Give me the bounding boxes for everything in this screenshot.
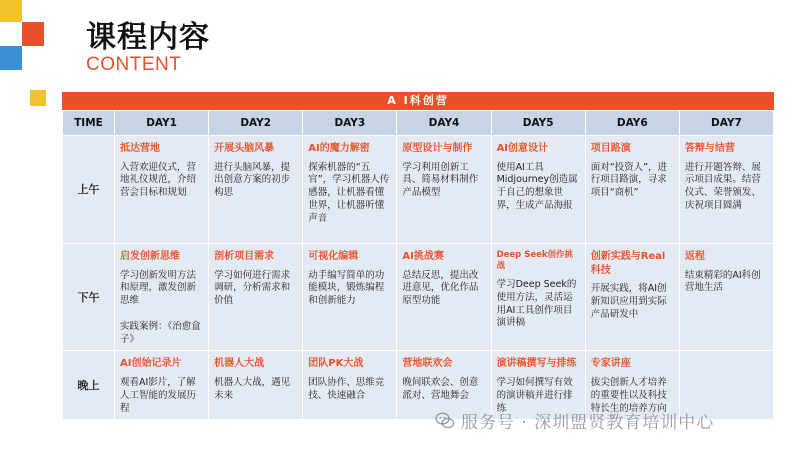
activity-desc: 拔尖创新人才培养的重要性以及科技特长生的培养方向 [590, 376, 667, 414]
activity-cell [679, 244, 773, 351]
activity-title: AI的魔力解密 [308, 143, 370, 154]
activity-cell [303, 244, 397, 351]
activity-title: 开展头脑风暴 [214, 143, 275, 154]
activity-title: 专家讲座 [590, 358, 631, 370]
activity-cell [397, 244, 491, 351]
activity-cell [115, 136, 209, 244]
activity-cell [491, 136, 585, 244]
header-day2: DAY2 [209, 111, 303, 136]
header-row [63, 111, 774, 136]
activity-cell [303, 136, 397, 244]
activity-cell [115, 244, 209, 351]
activity-cell [679, 136, 773, 244]
activity-desc: 观看AI影片，了解人工智能的发展历程 [120, 376, 197, 414]
activity-title: 演讲稿撰写与排练 [496, 358, 577, 370]
activity-cell [209, 136, 303, 244]
page-title: 课程内容 [86, 20, 210, 55]
activity-title: AI创始记录片 [120, 358, 182, 370]
activity-desc: 总结反思，提出改进意见，优化作品原型功能 [402, 269, 479, 307]
activity-title: 返程 [684, 251, 705, 262]
activity-desc: 学习如何撰写有效的演讲稿并进行排练 [496, 376, 573, 414]
table-banner: A I科创营 [62, 92, 774, 110]
decor-square-yellow [0, 0, 22, 22]
table-row [63, 244, 774, 351]
header-day3: DAY3 [303, 111, 397, 136]
decor-square-yellow-small [30, 90, 46, 106]
watermark-text: 服务号 · 深圳盟贤教育培训中心 [461, 413, 715, 433]
activity-title: 团队PK大战 [308, 358, 364, 370]
activity-cell [115, 351, 209, 420]
header-day1: DAY1 [115, 111, 209, 136]
header-day6: DAY6 [585, 111, 679, 136]
activity-cell [397, 136, 491, 244]
time-label-evening: 晚上 [63, 351, 115, 420]
decor-square-orange [22, 22, 44, 46]
activity-title: 项目路演 [590, 143, 631, 154]
activity-title: AI挑战赛 [402, 251, 444, 262]
activity-desc: 动手编写简单的功能模块，锻炼编程和创新能力 [308, 269, 385, 307]
activity-desc: 进行开题答辩、展示项目成果。结营仪式、荣誉颁发、庆祝项目圆满 [684, 161, 761, 211]
activity-title: 启发创新思维 [120, 251, 180, 262]
header-day5: DAY5 [491, 111, 585, 136]
activity-cell [209, 351, 303, 420]
activity-desc: 面对“投资人”，进行项目路演，寻求项目“商机” [590, 161, 668, 199]
schedule-table [62, 92, 774, 420]
schedule-grid [62, 110, 774, 420]
activity-desc: 结束精彩的AI科创营地生活 [684, 269, 761, 294]
time-label-afternoon: 下午 [63, 244, 115, 351]
activity-cell [491, 244, 585, 351]
activity-title: 剖析项目需求 [214, 251, 275, 262]
activity-desc: 团队协作、思维竞技、快速融合 [308, 376, 385, 401]
activity-cell [585, 244, 679, 351]
activity-title: 营地联欢会 [402, 358, 453, 370]
activity-desc: 学习如何进行需求调研，分析需求和价值 [214, 269, 291, 307]
header-day4: DAY4 [397, 111, 491, 136]
activity-desc: 使用AI工具Midjourney创造属于自己的想象世界，生成产品海报 [496, 161, 578, 211]
activity-title: 可视化编辑 [308, 251, 359, 262]
activity-title: Deep Seek创作挑战 [496, 250, 573, 272]
header-day7: DAY7 [679, 111, 773, 136]
activity-desc: 入营欢迎仪式，营地礼仪规范，介绍营会目标和规划 [120, 161, 197, 199]
activity-desc: 学习Deep Seek的使用方法，灵活运用AI工具创作项目演讲稿 [496, 278, 577, 329]
decor-square-blue [0, 46, 22, 70]
activity-desc: 进行头脑风暴，提出创意方案的初步构思 [214, 161, 291, 199]
activity-title: 答辩与结营 [684, 143, 735, 154]
activity-title: 原型设计与制作 [402, 143, 473, 154]
activity-cell [303, 351, 397, 420]
wechat-icon [435, 412, 455, 430]
activity-title: AI创意设计 [496, 143, 549, 154]
activity-desc: 晚间联欢会、创意派对、营地舞会 [402, 376, 479, 401]
activity-cell [209, 244, 303, 351]
activity-title: 创新实践与Real科技 [590, 251, 666, 276]
activity-desc: 开展实践，将AI创新知识应用到实际产品研发中 [590, 283, 667, 320]
page-subtitle: CONTENT [86, 54, 182, 75]
watermark [435, 408, 714, 433]
table-row [63, 136, 774, 244]
activity-desc: 机器人大战，遇见未来 [214, 376, 291, 401]
activity-desc: 学习利用创新工具、简易材料制作产品模型 [402, 161, 479, 199]
time-label-morning: 上午 [63, 136, 115, 244]
activity-title: 抵达营地 [120, 143, 160, 154]
activity-title: 机器人大战 [214, 358, 265, 370]
activity-cell [585, 136, 679, 244]
activity-desc: 学习创新发明方法和原理，激发创新思维 实践案例：《治愈盒子》 [120, 269, 201, 345]
activity-desc: 探索机器的“五官”，学习机器人传感器，让机器看懂世界，让机器听懂声音 [308, 161, 390, 224]
header-time: TIME [63, 111, 115, 136]
